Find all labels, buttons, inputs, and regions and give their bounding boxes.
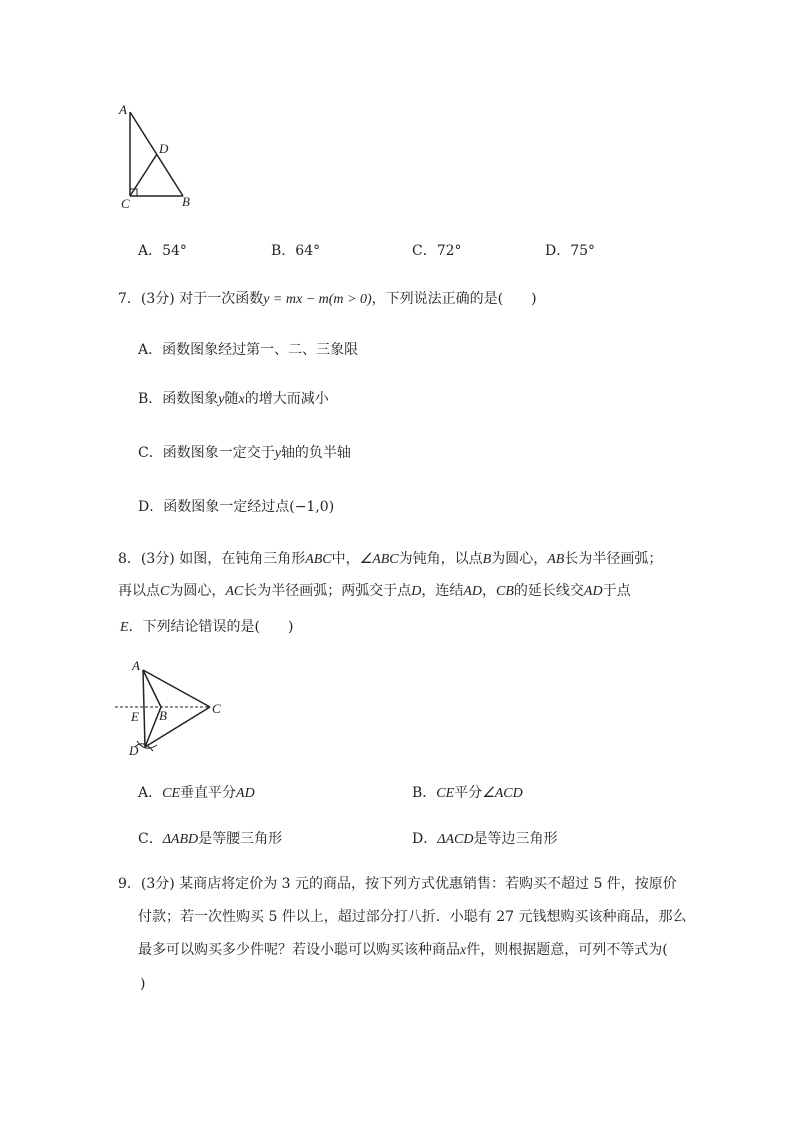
q8-l1-pointB: B	[482, 552, 492, 567]
q8-c-post: 是等腰三角形	[198, 831, 283, 847]
segment-dc	[145, 707, 210, 747]
q8-option-d	[412, 829, 557, 850]
q9-l3-b: 件，则根据题意，可列不等式为(	[466, 942, 668, 958]
label-a: A	[132, 658, 140, 673]
q7-d-point: (−1,0)	[289, 499, 335, 515]
q8-option-b	[412, 783, 523, 804]
q7-option-a: A．函数图象经过第一、二、三象限	[138, 342, 359, 358]
q7-option-b	[138, 389, 329, 410]
q6-option-a: A．54°	[138, 243, 187, 259]
q8-b-pre: B．	[412, 785, 437, 801]
q9-line4: )	[140, 976, 146, 992]
q8-l2-a: 再以点	[118, 583, 160, 599]
q8-a-mid: 垂直平分	[180, 785, 237, 801]
label-d: D	[159, 141, 169, 156]
label-a: A	[119, 102, 127, 117]
label-e: E	[131, 709, 139, 724]
q7-stem-prefix: 7．(3分) 对于一次函数	[118, 291, 264, 307]
label-c: C	[212, 701, 221, 716]
q7-formula: y = mx − m(m > 0)	[263, 292, 372, 307]
segment-ac	[143, 670, 210, 707]
q9-line1: 9．(3分) 某商店将定价为 3 元的商品，按下列方式优惠销售：若购买不超过 5 件，按原价	[118, 876, 677, 892]
q8-a-ce: CE	[162, 786, 181, 801]
q8-d-pre: D．	[412, 831, 438, 847]
q8-stem-line2	[118, 581, 631, 602]
label-d: D	[129, 743, 139, 758]
q8-b-ce: CE	[436, 786, 455, 801]
triangle-figure-q8	[115, 655, 245, 760]
q7-b-post: 的增大而减小	[244, 391, 329, 407]
q7-c-post: 轴的负半轴	[280, 445, 351, 461]
q7-b-var-x: x	[238, 392, 245, 407]
q9-line2: 付款；若一次性购买 5 件以上，超过部分打八折．小聪有 27 元钱想购买该种商品，那么	[138, 909, 687, 925]
q7-option-c	[138, 443, 351, 464]
q8-l1-abc: ABC	[305, 552, 332, 567]
q8-l1-c: 为钝角，以点	[398, 551, 483, 567]
q8-l2-AD: AD	[463, 584, 483, 599]
q8-l1-d: 为圆心，	[491, 551, 548, 567]
q7-d-pre: D．函数图象一定经过点	[138, 499, 290, 515]
q8-l2-AD2: AD	[583, 584, 603, 599]
q7-b-pre: B．函数图象	[138, 391, 219, 407]
q7-c-var-y: y	[274, 446, 281, 461]
q8-c-pre: C．	[138, 831, 163, 847]
q8-stem-line1	[118, 549, 662, 570]
segment-ad	[143, 670, 145, 747]
q8-stem-line3	[120, 617, 294, 638]
label-c: C	[121, 196, 130, 211]
q8-l2-pointC: C	[160, 584, 170, 599]
q8-a-pre: A．	[138, 785, 163, 801]
q6-option-b: B．64°	[271, 243, 321, 259]
q8-l2-pointD: D	[411, 584, 422, 599]
q7-option-d	[138, 497, 334, 517]
q8-l2-d: ，连结	[421, 583, 464, 599]
triangle-figure-q6	[115, 100, 205, 220]
q8-b-angle: ∠ACD	[482, 786, 523, 801]
q8-l2-e: ，	[482, 583, 497, 599]
q8-l2-AC: AC	[225, 584, 244, 599]
q8-b-mid: 平分	[454, 785, 483, 801]
q7-b-var-y: y	[218, 392, 225, 407]
q8-l2-f: 的延长线交	[513, 583, 584, 599]
q8-l3-a: ．下列结论错误的是( )	[128, 619, 294, 635]
q9-l3-var-x: x	[460, 943, 467, 958]
q8-d-post: 是等边三角形	[473, 831, 558, 847]
segment-cd	[130, 154, 157, 196]
q8-option-c	[138, 829, 282, 850]
q9-line3	[138, 940, 668, 961]
q8-option-a	[138, 783, 255, 804]
q8-l2-g: 于点	[602, 583, 631, 599]
q8-l1-b: 中，	[331, 551, 360, 567]
q7-c-pre: C．函数图象一定交于	[138, 445, 275, 461]
q7-b-mid: 随	[224, 391, 239, 407]
q9-l3-a: 最多可以购买多少件呢？若设小聪可以购买该种商品	[138, 942, 460, 958]
q7-stem-suffix: ，下列说法正确的是( )	[371, 291, 537, 307]
q8-l2-c: 长为半径画弧；两弧交于点	[243, 583, 412, 599]
q8-l1-AB: AB	[547, 552, 565, 567]
q6-option-d: D．75°	[545, 243, 596, 259]
q8-a-ad: AD	[236, 786, 255, 801]
q8-l2-CB: CB	[496, 584, 514, 599]
q8-c-triangle: ΔABD	[162, 832, 199, 847]
q8-l1-angle: ∠ABC	[359, 552, 399, 567]
q8-d-triangle: ΔACD	[437, 832, 474, 847]
q8-l1-e: 长为半径画弧；	[564, 551, 663, 567]
label-b: B	[182, 194, 190, 209]
q7-stem	[118, 289, 537, 310]
q6-option-c: C．72°	[412, 243, 462, 259]
q8-l2-b: 为圆心，	[169, 583, 226, 599]
label-b: B	[159, 708, 167, 723]
q8-l1-a: 8．(3分) 如图，在钝角三角形	[118, 551, 306, 567]
q8-l3-pointE: E	[120, 620, 129, 635]
